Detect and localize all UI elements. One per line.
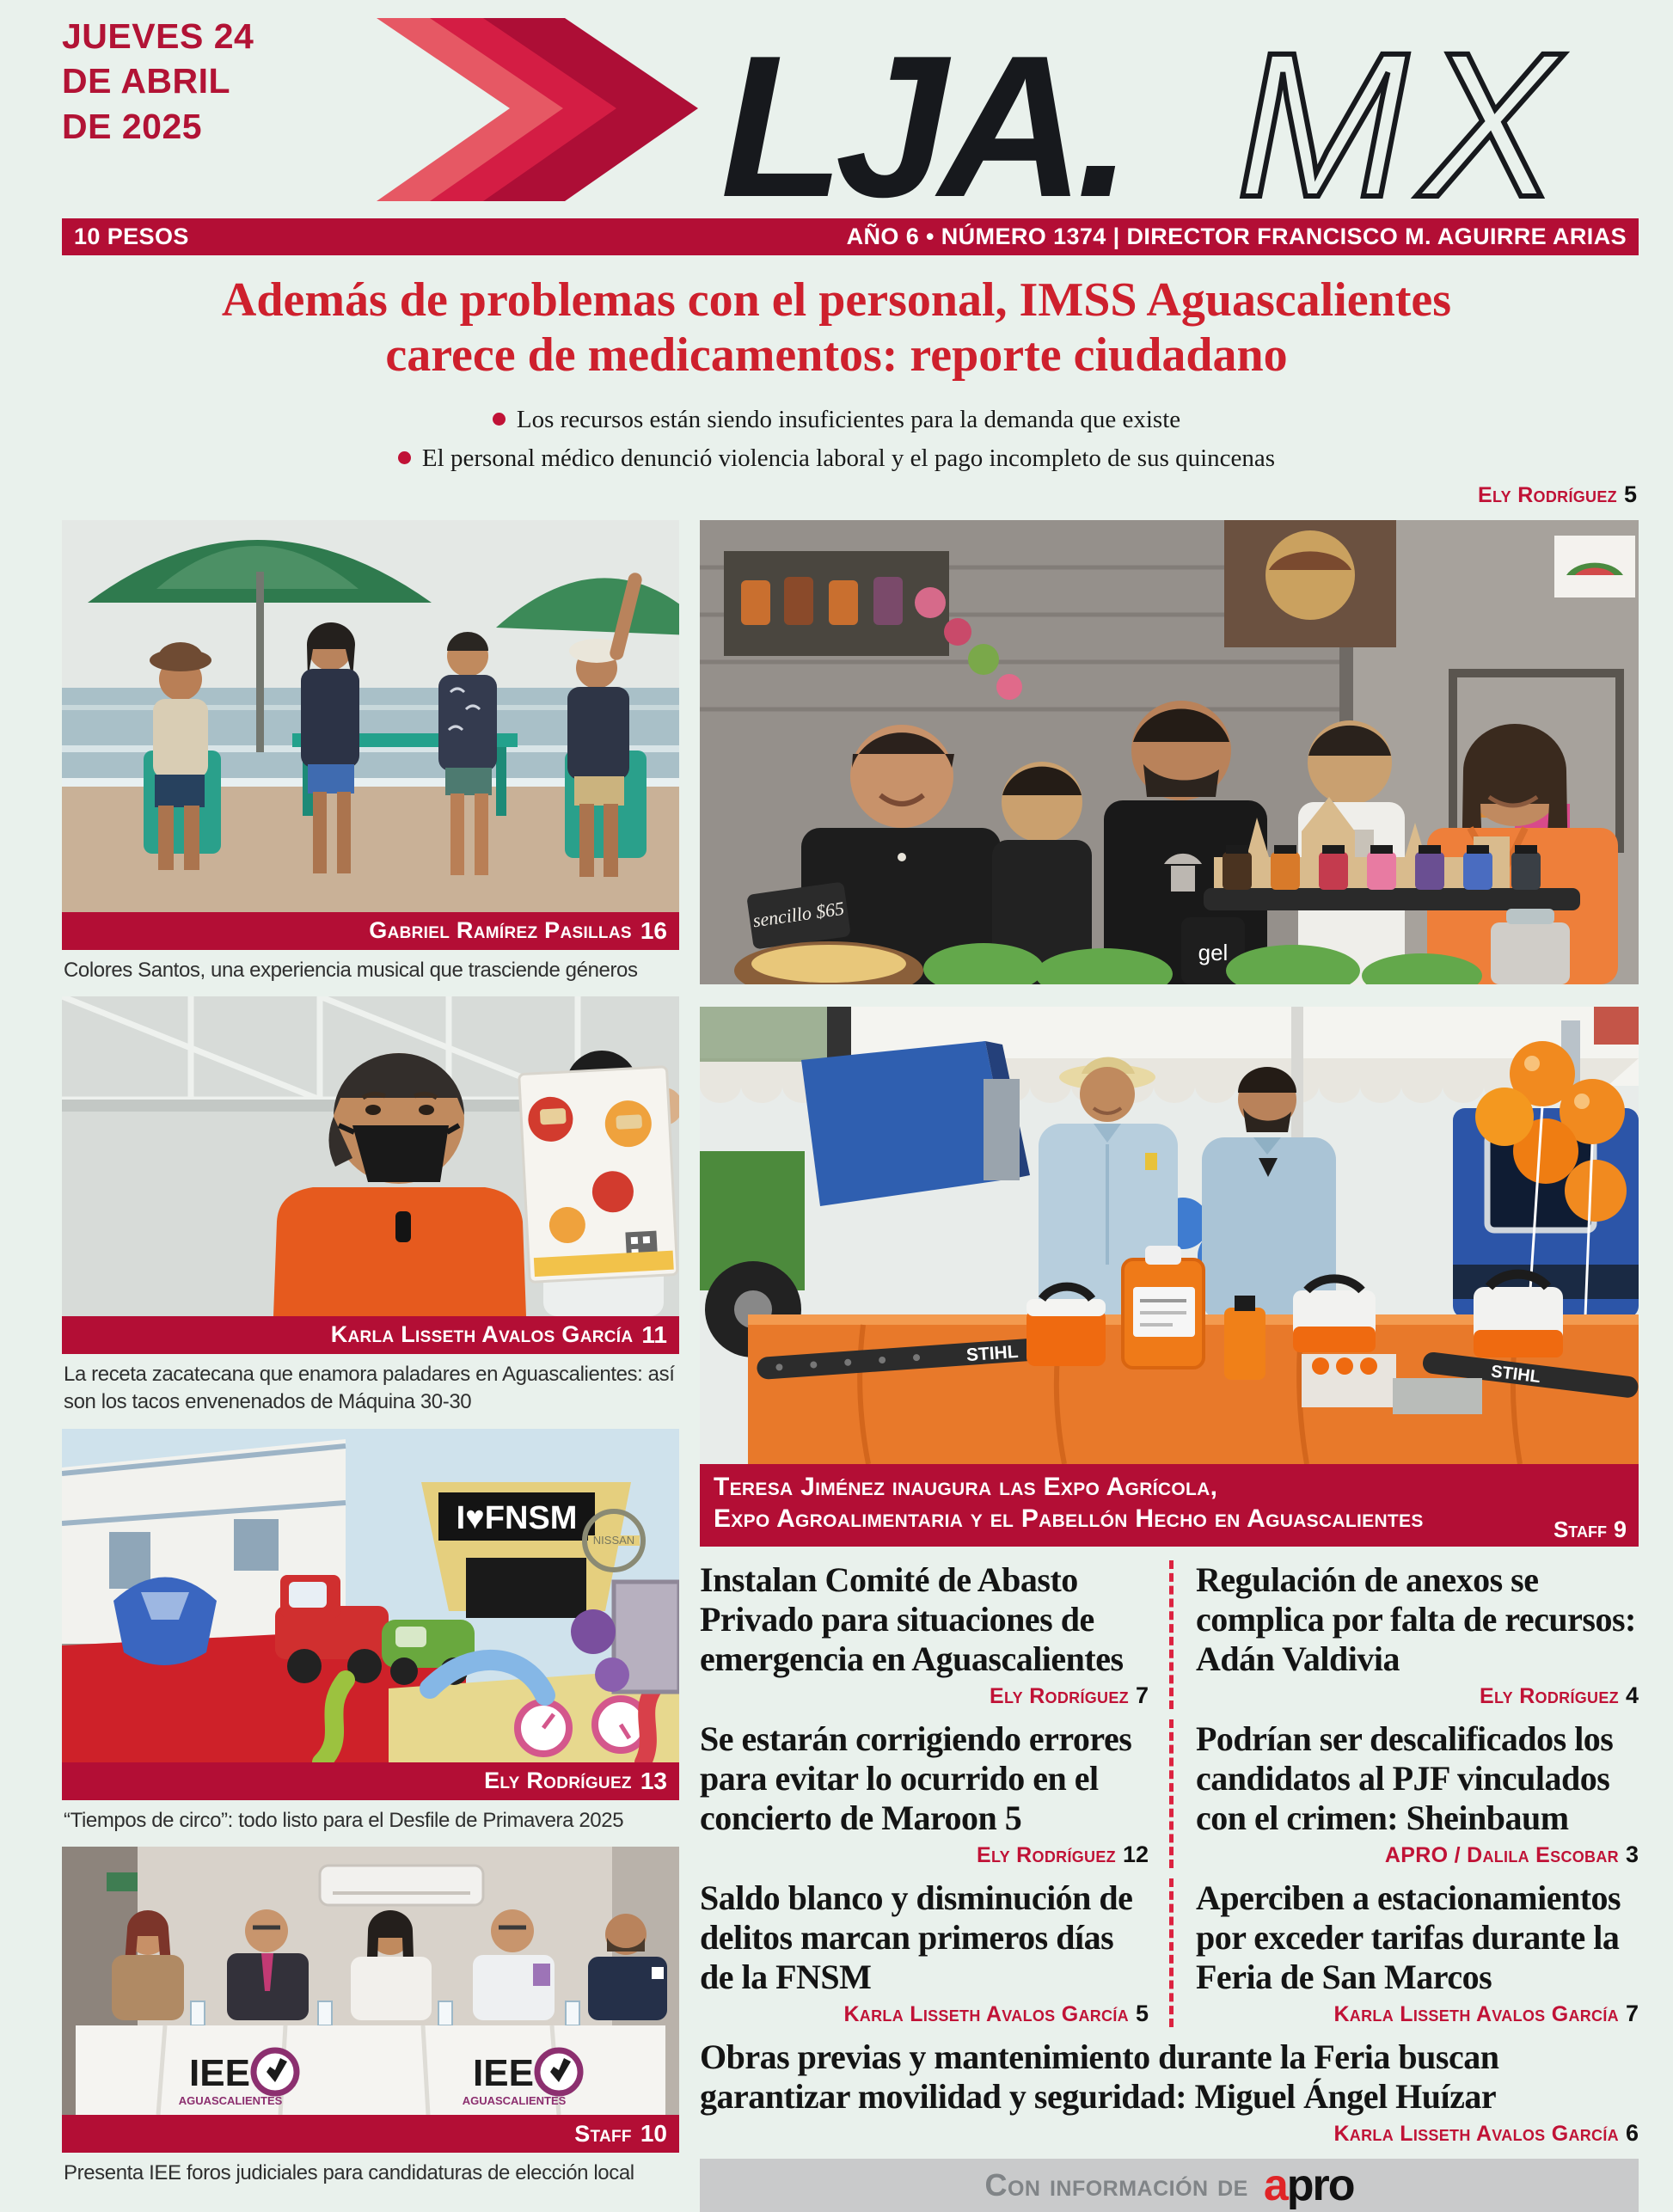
left-column bbox=[62, 520, 679, 2212]
byline-page: 5 bbox=[1623, 481, 1637, 507]
story-desfile-primavera bbox=[62, 1429, 679, 1847]
main-columns bbox=[62, 520, 1639, 2212]
credit-author: Ely Rodríguez bbox=[484, 1768, 632, 1794]
svg-text:sencillo $65: sencillo $65 bbox=[751, 897, 846, 931]
story-tacos-maquina bbox=[62, 996, 679, 1429]
brief-row bbox=[700, 1719, 1639, 1868]
photo-credit-bar bbox=[62, 912, 679, 950]
byline-author: Ely Rodríguez bbox=[1478, 482, 1617, 507]
masthead-lja-text: LJA. bbox=[720, 13, 1125, 211]
apro-footer-bar bbox=[700, 2159, 1639, 2212]
svg-text:STIHL: STIHL bbox=[965, 1341, 1020, 1365]
photo-credit-bar bbox=[62, 1762, 679, 1800]
masthead-logo bbox=[377, 5, 1580, 211]
fuel-jug bbox=[1123, 1246, 1204, 1368]
photo-expo-agricola bbox=[700, 1007, 1639, 1464]
credit-page: 10 bbox=[640, 2120, 667, 2148]
date-line-1: JUEVES 24 bbox=[62, 16, 254, 56]
photo-caption: “Tiempos de circo”: todo listo para el Desfile de Primavera 2025 bbox=[64, 1808, 624, 1832]
masthead-logo-graphic bbox=[377, 5, 1580, 211]
chevron-icon bbox=[377, 18, 698, 201]
bullet-dot-icon bbox=[398, 451, 411, 464]
brief-byline: Ely Rodríguez 12 bbox=[977, 1841, 1149, 1867]
story-iee-foros bbox=[62, 1847, 679, 2199]
brief-row bbox=[700, 1878, 1639, 2027]
brief-row bbox=[700, 1560, 1639, 1709]
issue-info-bar bbox=[62, 218, 1639, 255]
brief-byline: Karla Lisseth Avalos García 6 bbox=[1333, 2119, 1639, 2146]
credit-page: 13 bbox=[640, 1767, 667, 1794]
brief-headline: Se estarán corrigiendo errores para evitar lo ocurrido en el concierto de Maroon 5 bbox=[700, 1719, 1132, 1837]
expo-caption-line-2: Expo Agroalimentaria y el Pabellón Hecho en Aguascalientes bbox=[714, 1504, 1424, 1534]
svg-text:IEE: IEE bbox=[473, 2052, 534, 2095]
lead-bullet-1: Los recursos están siendo insuficientes para la demanda que existe bbox=[0, 401, 1673, 439]
photo-credit-bar bbox=[62, 1316, 679, 1354]
brief-byline: Ely Rodríguez 7 bbox=[990, 1682, 1149, 1708]
photo-family-stand bbox=[700, 520, 1639, 984]
credit-page: 16 bbox=[640, 916, 667, 944]
brief-estacionamientos bbox=[1169, 1878, 1639, 2027]
iee-logo-right bbox=[463, 2050, 580, 2107]
apro-logo-a: a bbox=[1263, 2160, 1287, 2210]
brief-byline: APRO / Dalila Escobar 3 bbox=[1384, 1841, 1639, 1867]
lead-headline: Además de problemas con el personal, IMSS Aguascalientes carece de medicamentos: reporte ciudadano bbox=[221, 273, 1452, 382]
issue-date bbox=[62, 14, 254, 149]
credit-author: Staff bbox=[574, 2120, 632, 2147]
header bbox=[0, 0, 1673, 256]
brief-comite-abasto bbox=[700, 1560, 1169, 1709]
brief-headline: Aperciben a estacionamientos por exceder tarifas durante la Feria de San Marcos bbox=[1196, 1878, 1621, 1996]
lead-story bbox=[0, 256, 1673, 508]
brief-regulacion-anexos bbox=[1169, 1560, 1639, 1709]
brief-byline: Ely Rodríguez 4 bbox=[1480, 1682, 1639, 1708]
photo-caption: Colores Santos, una experiencia musical que trasciende géneros bbox=[64, 958, 638, 982]
photo-parade-float bbox=[62, 1429, 679, 1762]
svg-text:AGUASCALIENTES: AGUASCALIENTES bbox=[462, 2094, 567, 2108]
brief-pjf-sheinbaum bbox=[1169, 1719, 1639, 1868]
brief-byline: Karla Lisseth Avalos García 5 bbox=[843, 2000, 1149, 2026]
brief-maroon5 bbox=[700, 1719, 1169, 1868]
credit-author: Karla Lisseth Avalos García bbox=[330, 1321, 634, 1348]
expo-credit: Staff 9 bbox=[1553, 1516, 1627, 1542]
photo-tacos-vendor bbox=[62, 996, 679, 1316]
gel-bottle-text: gel bbox=[1198, 939, 1229, 965]
price-label: 10 PESOS bbox=[74, 224, 189, 249]
story-expo-agricola bbox=[700, 1007, 1639, 1547]
masthead-mx-text: MX bbox=[1236, 9, 1570, 211]
lead-bullet-2: El personal médico denunció violencia laboral y el pago incompleto de sus quincenas bbox=[0, 439, 1673, 478]
photo-credit-bar bbox=[62, 2115, 679, 2153]
brief-headline: Podrían ser descalificados los candidatos al PJF vinculados con el crimen: Sheinbaum bbox=[1196, 1719, 1614, 1837]
bullet-dot-icon bbox=[493, 413, 506, 426]
iee-logo-left bbox=[179, 2050, 297, 2107]
date-line-3: DE 2025 bbox=[62, 106, 203, 146]
photo-caption: Presenta IEE foros judiciales para candidaturas de elección local bbox=[64, 2161, 634, 2185]
photo-colores-santos-beach bbox=[62, 520, 679, 912]
issue-number-director: AÑO 6 • NÚMERO 1374 | DIRECTOR FRANCISCO M. AGUIRRE ARIAS bbox=[846, 224, 1627, 249]
brief-headline: Regulación de anexos se complica por falta de recursos: Adán Valdivia bbox=[1196, 1559, 1636, 1678]
apro-logo-pro: pro bbox=[1286, 2160, 1354, 2210]
nissan-emblem-text: NISSAN bbox=[592, 1533, 635, 1547]
brief-headline: Saldo blanco y disminución de delitos marcan primeros días de la FNSM bbox=[700, 1878, 1133, 1996]
brief-saldo-blanco bbox=[700, 1878, 1169, 2027]
brief-byline: Karla Lisseth Avalos García 7 bbox=[1333, 2000, 1639, 2026]
brief-obras-feria bbox=[700, 2037, 1639, 2147]
date-line-2: DE ABRIL bbox=[62, 61, 231, 101]
lead-bullets bbox=[0, 401, 1673, 478]
photo-iee-press-conference bbox=[62, 1847, 679, 2115]
lead-byline bbox=[0, 481, 1673, 508]
svg-text:AGUASCALIENTES: AGUASCALIENTES bbox=[178, 2094, 283, 2108]
fnsm-sign-text: I♥FNSM bbox=[456, 1499, 578, 1536]
credit-author: Gabriel Ramírez Pasillas bbox=[369, 917, 632, 944]
credit-page: 11 bbox=[641, 1320, 667, 1348]
svg-text:STIHL: STIHL bbox=[1490, 1361, 1542, 1387]
expo-overlay-caption bbox=[700, 1464, 1639, 1547]
photo-caption: La receta zacatecana que enamora paladares en Aguascalientes: así son los tacos envenenados de Máquina 30-30 bbox=[64, 1362, 675, 1414]
brief-headline: Obras previas y mantenimiento durante la Feria buscan garantizar movilidad y seguridad: Miguel Ángel Huízar bbox=[700, 2037, 1499, 2116]
briefs-section bbox=[700, 1560, 1639, 2147]
brief-headline: Instalan Comité de Abasto Privado para situaciones de emergencia en Aguascalientes bbox=[700, 1559, 1124, 1678]
right-column bbox=[700, 520, 1639, 2212]
apro-footer-label: Con información de bbox=[984, 2166, 1248, 2203]
svg-text:IEE: IEE bbox=[189, 2052, 250, 2095]
expo-caption-line-1: Teresa Jiménez inaugura las Expo Agrícola, bbox=[714, 1472, 1218, 1501]
story-colores-santos bbox=[62, 520, 679, 996]
